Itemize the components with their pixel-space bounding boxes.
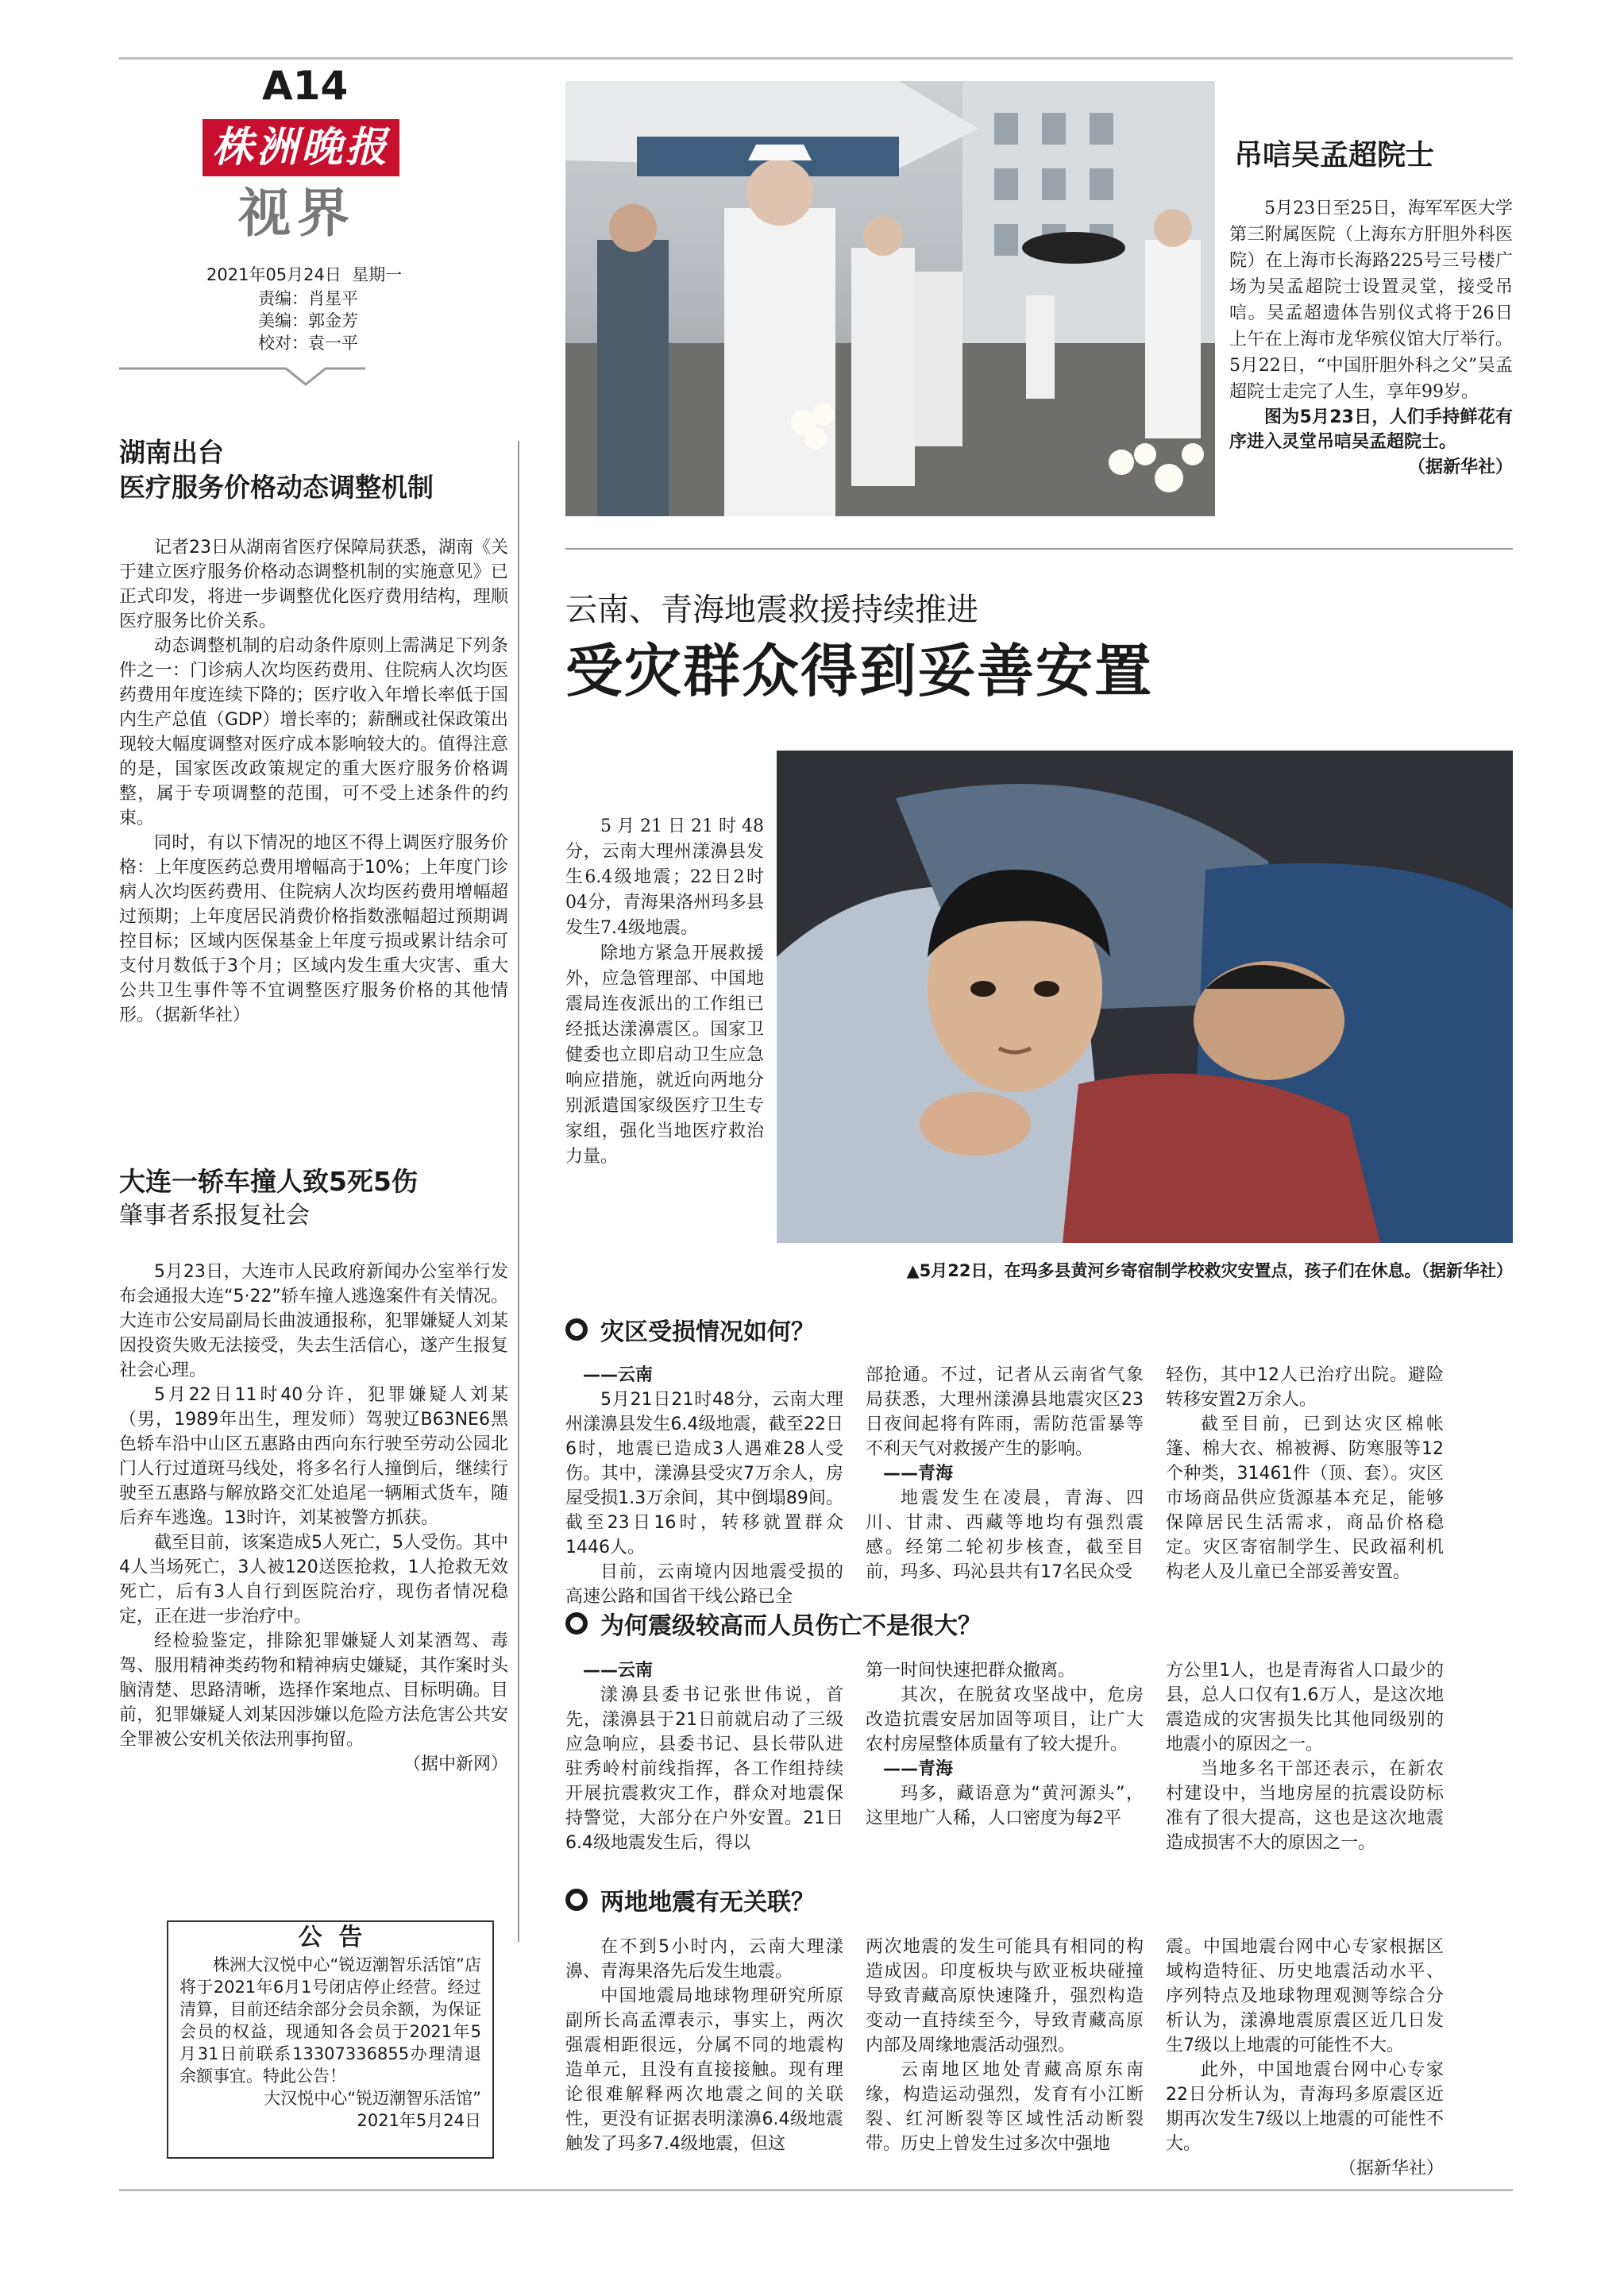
bottom-rule [119, 2189, 1513, 2191]
masthead-block [119, 62, 403, 388]
dalian-paragraph: 经检验鉴定，排除犯罪嫌疑人刘某酒驾、毒驾、服用精神类药物和精神病史嫌疑，其作案时头脑清楚、思路清晰，选择作案地点、目标明确。目前，犯罪嫌疑人刘某因涉嫌以危险方法危害公共安全罪被公安机关依法刑事拘留。 [119, 1631, 508, 1750]
q3-col1-paragraph: 在不到5小时内，云南大理漾濞、青海果洛先后发生地震。 [565, 1937, 843, 1982]
issue-date: 2021年05月24日 星期一 [206, 265, 403, 284]
q2-col1-place: ——云南 [583, 1661, 654, 1681]
q3-col3-cont: 震。中国地震台网中心专家根据区域构造特征、历史地震活动水平、序列特点及地球物理观测等综合分析认为，漾濞地震原震区近几日发生7级以上地震的可能性不大。 [1166, 1937, 1444, 2055]
main-story-divider [565, 548, 1513, 550]
hunan-body [119, 535, 508, 1028]
main-lead-paragraph: 除地方紧急开展救援外，应急管理部、中国地震局连夜派出的工作组已经抵达漾濞震区。国家卫健委也立即启动卫生应急响应措施，就近向两地分别派遣国家级医疗卫生专家组，强化当地医疗救治力量。 [565, 944, 764, 1167]
dalian-subtitle: 肇事者系报复社会 [119, 1202, 310, 1229]
memorial-caption-bold: 图为5月23日，人们手持鲜花有序进入灵堂吊唁吴孟超院士。 [1229, 407, 1513, 452]
dalian-body [119, 1260, 508, 1777]
page-number: A14 [262, 63, 349, 109]
q1-col2-place: ——青海 [883, 1464, 954, 1484]
main-photo [777, 751, 1513, 1243]
editor-line: 责编：肖星平 [258, 289, 358, 308]
ring-bullet-icon [565, 1612, 588, 1635]
q3-col1 [565, 1935, 843, 2173]
q2-col2-paragraph: 玛多，藏语意为“黄河源头”，这里地广人稀，人口密度为每2平 [866, 1784, 1144, 1828]
hunan-article [119, 435, 508, 1028]
dalian-source: （据中新网） [403, 1754, 508, 1774]
hunan-paragraph: 同时，有以下情况的地区不得上调医疗服务价格：上年度医药总费用增幅高于10%；上年度门诊病人次均医药费用、住院病人次均医药费用增幅超过预期；上年度居民消费价格指数涨幅超过预期调控目标；区域内医保基金上年度亏损或累计结余可支付月数低于3个月；区域内发生重大灾害、重大公共卫生事件等不宜调整医疗服务价格的其他情形。（据新华社） [119, 833, 508, 1025]
q1-title: 灾区受损情况如何？ [600, 1318, 815, 1346]
dalian-paragraph: 截至目前，该案造成5人死亡，5人受伤。其中4人当场死亡，3人被120送医抢救，1人抢救无效死亡，后有3人自行到医院治疗，现伤者情况稳定，正在进一步治疗中。 [119, 1533, 508, 1627]
designer-line: 美编：郭金芳 [258, 311, 358, 330]
main-photo-caption: ▲5月22日，在玛多县黄河乡寄宿制学校救灾安置点，孩子们在休息。（据新华社） [906, 1261, 1513, 1280]
notice-signature: 大汉悦中心“锐迈潮智乐活馆” [264, 2089, 481, 2108]
q2-heading [565, 1606, 982, 1641]
ring-bullet-icon [565, 1889, 588, 1911]
dalian-title: 大连一轿车撞人致5死5伤 [119, 1166, 418, 1197]
q1-col3-cont: 轻伤，其中12人已治疗出院。避险转移安置2万余人。 [1166, 1365, 1444, 1410]
memorial-caption-source: （据新华社） [1407, 457, 1513, 477]
q2-col1-paragraph: 漾濞县委书记张世伟说，首先，漾濞县于21日前就启动了三级应急响应，县委书记、县长带队进驻秀岭村前线指挥，各工作组持续开展抗震救灾工作，群众对地震保持警觉，大部分在户外安置。21日6.4级地震发生后，得以 [565, 1685, 843, 1853]
proofreader-line: 校对：袁一平 [258, 334, 358, 353]
q2-col3 [1166, 1658, 1444, 1889]
top-rule [119, 57, 1513, 60]
main-lead [565, 814, 764, 1170]
ring-bullet-icon [565, 1318, 588, 1341]
q3-col2-cont: 两次地震的发生可能具有相同的构造成因。印度板块与欧亚板块碰撞导致青藏高原快速隆升，强烈构造变动一直持续至今，导致青藏高原内部及周缘地震活动强烈。 [866, 1937, 1144, 2055]
q3-title: 两地地震有无关联？ [600, 1889, 815, 1916]
q3-col2-paragraph: 云南地区地处青藏高原东南缘，构造运动强烈，发育有小江断裂、红河断裂等区域性活动断裂带。历史上曾发生过多次中强地 [866, 2060, 1144, 2154]
q3-col3-paragraph: 此外，中国地震台网中心专家22日分析认为，青海玛多原震区近期再次发生7级以上地震的可能性不大。 [1166, 2060, 1444, 2154]
memorial-caption-block [1229, 137, 1513, 481]
memorial-caption-paragraph: 5月23日至25日，海军军医大学第三附属医院（上海东方肝胆外科医院）在上海市长海路225号三号楼广场为吴孟超院士设置灵堂，接受吊唁。吴孟超遗体告别仪式将于26日上午在上海市龙华殡仪馆大厅举行。5月22日，“中国肝胆外科之父”吴孟超院士走完了人生，享年99岁。 [1229, 199, 1513, 402]
q3-heading [565, 1882, 815, 1917]
hunan-title-line2: 医疗服务价格动态调整机制 [119, 472, 434, 503]
q3-col1-paragraph: 中国地震局地球物理研究所原副所长高孟潭表示，事实上，两次强震相距很远，分属不同的地震构造单元，且没有直接接触。现有理论很难解释两次地震之间的关联性，更没有证据表明漾濞6.4级地震触发了玛多7.4级地震，但这 [565, 1986, 843, 2154]
q2-col2-place: ——青海 [883, 1759, 954, 1779]
q2-col1 [565, 1658, 843, 1889]
dalian-paragraph: 5月22日11时40分许，犯罪嫌疑人刘某（男，1989年出生，理发师）驾驶辽B63NE6黑色轿车沿中山区五惠路由西向东行驶至劳动公园北门人行过道斑马线处，将多名行人撞倒后，继续行驶至五惠路与解放路交汇处追尾一辆厢式货车，随后弃车逃逸。13时许，刘某被警方抓获。 [119, 1385, 508, 1528]
dalian-paragraph: 5月23日，大连市人民政府新闻办公室举行发布会通报大连“5·22”轿车撞人逃逸案件有关情况。大连市公安局副局长曲波通报称，犯罪嫌疑人刘某因投资失败无法接受，失去生活信心，遂产生报复社会心理。 [119, 1262, 508, 1380]
memorial-photo-illustration [565, 81, 1215, 516]
notice-date: 2021年5月24日 [357, 2111, 481, 2130]
main-lead-paragraph: 5月21日21时48分，云南大理州漾濞县发生6.4级地震；22日2时04分，青海果洛州玛多县发生7.4级地震。 [565, 816, 764, 938]
q1-col3 [1166, 1363, 1444, 1585]
q1-col3-paragraph: 截至目前，已到达灾区棉帐篷、棉大衣、棉被褥、防寒服等12个种类，31461件（顶、套）。灾区市场商品供应货源基本充足，能够保障居民生活需求，商品价格稳定。灾区寄宿制学生、民政福利机构老人及儿童已全部妥善安置。 [1166, 1415, 1444, 1582]
hunan-title-line1: 湖南出台 [119, 437, 224, 468]
masthead-logo: 株洲晚报 [203, 119, 399, 176]
q1-col1 [565, 1363, 843, 1607]
q1-col1-paragraph: 目前，云南境内因地震受损的高速公路和国省干线公路已全 [565, 1562, 843, 1607]
q2-col2-cont: 第一时间快速把群众撤离。 [866, 1661, 1076, 1681]
q3-col2 [866, 1935, 1144, 2173]
q3-col3 [1166, 1935, 1444, 2179]
main-headline: 受灾群众得到妥善安置 [565, 638, 1154, 704]
hunan-paragraph: 记者23日从湖南省医疗保障局获悉，湖南《关于建立医疗服务价格动态调整机制的实施意见》已正式印发，将进一步调整优化医疗费用结构，理顺医疗服务比价关系。 [119, 538, 508, 631]
q2-col3-paragraph: 当地多名干部还表示，在新农村建设中，当地房屋的抗震设防标准有了很大提高，这也是这次地震造成损害不大的原因之一。 [1166, 1759, 1444, 1853]
q1-col2 [866, 1363, 1144, 1585]
main-kicker: 云南、青海地震救援持续推进 [565, 592, 978, 628]
hunan-paragraph: 动态调整机制的启动条件原则上需满足下列条件之一：门诊病人次均医药费用、住院病人次均医药费用年度连续下降的；医疗收入年增长率低于国内生产总值（GDP）增长率的；薪酬或社保政策出现较大幅度调整对医疗成本影响较大的。值得注意的是，国家医改政策规定的重大医疗服务价格调整，属于专项调整的范围，可不受上述条件的约束。 [119, 636, 508, 828]
dalian-article [119, 1164, 508, 1777]
q1-col2-paragraph: 地震发生在凌晨，青海、四川、甘肃、西藏等地均有强烈震感。经第二轮初步核查，截至目前，玛多、玛沁县共有17名民众受 [866, 1488, 1144, 1582]
memorial-caption [1229, 195, 1513, 481]
q2-title: 为何震级较高而人员伤亡不是很大？ [600, 1612, 982, 1640]
q3-col3-source: （据新华社） [1338, 2159, 1444, 2179]
q1-col1-place: ——云南 [583, 1365, 654, 1385]
notice-box [167, 1920, 494, 2159]
q2-col3-cont: 方公里1人，也是青海省人口最少的县，总人口仅有1.6万人，是这次地震造成的灾害损失比其他同级别的地震小的原因之一。 [1166, 1661, 1444, 1754]
q1-col1-paragraph: 5月21日21时48分，云南大理州漾濞县发生6.4级地震，截至22日6时，地震已造成3人遇难28人受伤。其中，漾濞县受灾7万余人，房屋受损1.3万余间，其中倒塌89间。截至23日16时，转移就置群众1446人。 [565, 1390, 843, 1557]
q1-heading [565, 1312, 815, 1347]
q2-col2 [866, 1658, 1144, 1889]
main-photo-illustration [777, 751, 1513, 1243]
memorial-title: 吊唁吴孟超院士 [1234, 139, 1435, 172]
memorial-photo [565, 81, 1215, 516]
section-title: 视界 [238, 182, 356, 244]
q1-col2-cont: 部抢通。不过，记者从云南省气象局获悉，大理州漾濞县地震灾区23日夜间起将有阵雨，需防范雷暴等不利天气对救援产生的影响。 [866, 1365, 1144, 1459]
notice-title: 公 告 [298, 1924, 363, 1951]
notice-body: 株洲大汉悦中心“锐迈潮智乐活馆”店将于2021年6月1号闭店停止经营。经过清算，目前还结余部分会员余额，为保证会员的权益，现通知各会员于2021年5月31日前联系13307336855办理清退余额事宜。特此公告！ [179, 1955, 481, 2086]
left-column-rule [518, 441, 519, 1942]
q2-col2-paragraph: 其次，在脱贫攻坚战中，危房改造抗震安居加固等项目，让广大农村房屋整体质量有了较大提升。 [866, 1685, 1144, 1754]
masthead-chevron-divider [119, 364, 365, 388]
